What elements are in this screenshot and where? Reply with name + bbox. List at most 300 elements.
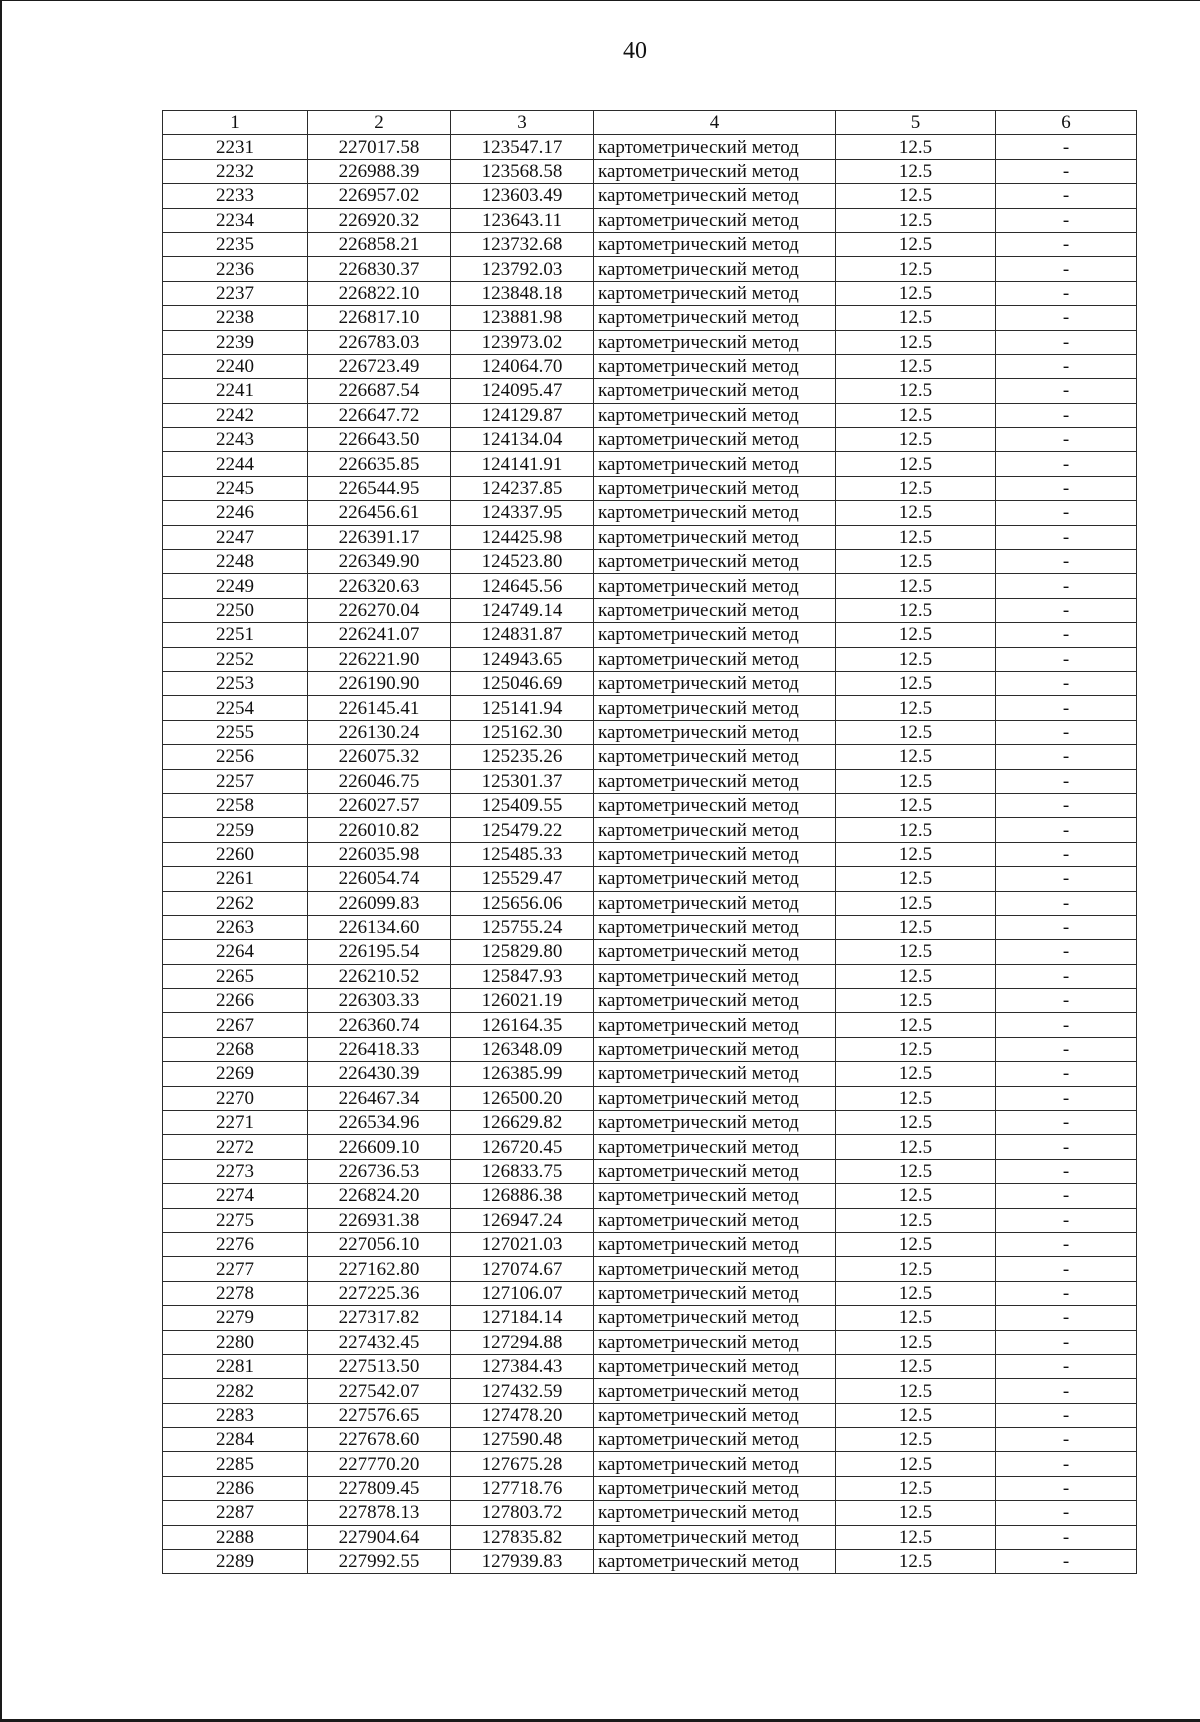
accuracy-cell: 12.5	[836, 867, 996, 891]
y-coordinate-cell: 127432.59	[451, 1379, 594, 1403]
description-cell: -	[996, 354, 1137, 378]
point-number-cell: 2235	[163, 232, 308, 256]
x-coordinate-cell: 227770.20	[308, 1452, 451, 1476]
method-cell: картометрический метод	[594, 452, 836, 476]
method-cell: картометрический метод	[594, 476, 836, 500]
method-cell: картометрический метод	[594, 1062, 836, 1086]
x-coordinate-cell: 226195.54	[308, 940, 451, 964]
x-coordinate-cell: 226190.90	[308, 671, 451, 695]
accuracy-cell: 12.5	[836, 428, 996, 452]
accuracy-cell: 12.5	[836, 1257, 996, 1281]
method-cell: картометрический метод	[594, 208, 836, 232]
y-coordinate-cell: 125301.37	[451, 769, 594, 793]
x-coordinate-cell: 226456.61	[308, 501, 451, 525]
accuracy-cell: 12.5	[836, 135, 996, 159]
method-cell: картометрический метод	[594, 867, 836, 891]
table-row	[163, 525, 1137, 549]
method-cell: картометрический метод	[594, 1306, 836, 1330]
point-number-cell: 2264	[163, 940, 308, 964]
y-coordinate-cell: 123792.03	[451, 257, 594, 281]
accuracy-cell: 12.5	[836, 964, 996, 988]
table-row	[163, 720, 1137, 744]
point-number-cell: 2277	[163, 1257, 308, 1281]
y-coordinate-cell: 123643.11	[451, 208, 594, 232]
description-cell: -	[996, 1525, 1137, 1549]
table-row	[163, 1086, 1137, 1110]
y-coordinate-cell: 127384.43	[451, 1354, 594, 1378]
accuracy-cell: 12.5	[836, 623, 996, 647]
description-cell: -	[996, 1306, 1137, 1330]
y-coordinate-cell: 124943.65	[451, 647, 594, 671]
column-header: 4	[594, 111, 836, 135]
point-number-cell: 2242	[163, 403, 308, 427]
accuracy-cell: 12.5	[836, 403, 996, 427]
x-coordinate-cell: 226467.34	[308, 1086, 451, 1110]
table-row	[163, 1013, 1137, 1037]
accuracy-cell: 12.5	[836, 745, 996, 769]
accuracy-cell: 12.5	[836, 550, 996, 574]
table-row	[163, 647, 1137, 671]
table-row	[163, 1208, 1137, 1232]
accuracy-cell: 12.5	[836, 915, 996, 939]
point-number-cell: 2286	[163, 1476, 308, 1500]
description-cell: -	[996, 769, 1137, 793]
accuracy-cell: 12.5	[836, 1330, 996, 1354]
x-coordinate-cell: 226920.32	[308, 208, 451, 232]
description-cell: -	[996, 1501, 1137, 1525]
method-cell: картометрический метод	[594, 428, 836, 452]
accuracy-cell: 12.5	[836, 818, 996, 842]
description-cell: -	[996, 1208, 1137, 1232]
method-cell: картометрический метод	[594, 769, 836, 793]
method-cell: картометрический метод	[594, 1281, 836, 1305]
x-coordinate-cell: 226134.60	[308, 915, 451, 939]
y-coordinate-cell: 124831.87	[451, 623, 594, 647]
y-coordinate-cell: 125656.06	[451, 891, 594, 915]
y-coordinate-cell: 127021.03	[451, 1232, 594, 1256]
x-coordinate-cell: 227225.36	[308, 1281, 451, 1305]
method-cell: картометрический метод	[594, 793, 836, 817]
y-coordinate-cell: 125162.30	[451, 720, 594, 744]
y-coordinate-cell: 124523.80	[451, 550, 594, 574]
description-cell: -	[996, 550, 1137, 574]
x-coordinate-cell: 226957.02	[308, 184, 451, 208]
y-coordinate-cell: 125409.55	[451, 793, 594, 817]
table-row	[163, 330, 1137, 354]
description-cell: -	[996, 1037, 1137, 1061]
table-header-row	[163, 111, 1137, 135]
column-header: 3	[451, 111, 594, 135]
description-cell: -	[996, 232, 1137, 256]
scan-border-left	[0, 0, 2, 1722]
description-cell: -	[996, 574, 1137, 598]
table-row	[163, 1476, 1137, 1500]
description-cell: -	[996, 915, 1137, 939]
y-coordinate-cell: 126348.09	[451, 1037, 594, 1061]
table-row	[163, 281, 1137, 305]
y-coordinate-cell: 124337.95	[451, 501, 594, 525]
method-cell: картометрический метод	[594, 720, 836, 744]
y-coordinate-cell: 125485.33	[451, 842, 594, 866]
point-number-cell: 2238	[163, 306, 308, 330]
accuracy-cell: 12.5	[836, 330, 996, 354]
table-row	[163, 1257, 1137, 1281]
table-row	[163, 184, 1137, 208]
table-row	[163, 842, 1137, 866]
description-cell: -	[996, 1111, 1137, 1135]
table-row	[163, 793, 1137, 817]
table-row	[163, 208, 1137, 232]
y-coordinate-cell: 125141.94	[451, 696, 594, 720]
method-cell: картометрический метод	[594, 1086, 836, 1110]
description-cell: -	[996, 184, 1137, 208]
table-row	[163, 671, 1137, 695]
accuracy-cell: 12.5	[836, 891, 996, 915]
x-coordinate-cell: 226349.90	[308, 550, 451, 574]
method-cell: картометрический метод	[594, 403, 836, 427]
accuracy-cell: 12.5	[836, 1037, 996, 1061]
method-cell: картометрический метод	[594, 1037, 836, 1061]
x-coordinate-cell: 227542.07	[308, 1379, 451, 1403]
y-coordinate-cell: 123547.17	[451, 135, 594, 159]
table-row	[163, 1379, 1137, 1403]
description-cell: -	[996, 671, 1137, 695]
description-cell: -	[996, 257, 1137, 281]
description-cell: -	[996, 1062, 1137, 1086]
x-coordinate-cell: 226221.90	[308, 647, 451, 671]
accuracy-cell: 12.5	[836, 184, 996, 208]
point-number-cell: 2284	[163, 1428, 308, 1452]
table-row	[163, 1550, 1137, 1574]
point-number-cell: 2279	[163, 1306, 308, 1330]
x-coordinate-cell: 227576.65	[308, 1403, 451, 1427]
x-coordinate-cell: 227513.50	[308, 1354, 451, 1378]
y-coordinate-cell: 123603.49	[451, 184, 594, 208]
point-number-cell: 2247	[163, 525, 308, 549]
method-cell: картометрический метод	[594, 1525, 836, 1549]
x-coordinate-cell: 226241.07	[308, 623, 451, 647]
point-number-cell: 2287	[163, 1501, 308, 1525]
x-coordinate-cell: 226099.83	[308, 891, 451, 915]
table-row	[163, 1525, 1137, 1549]
x-coordinate-cell: 226830.37	[308, 257, 451, 281]
x-coordinate-cell: 226534.96	[308, 1111, 451, 1135]
table-row	[163, 867, 1137, 891]
table-row	[163, 135, 1137, 159]
description-cell: -	[996, 1550, 1137, 1574]
accuracy-cell: 12.5	[836, 1135, 996, 1159]
method-cell: картометрический метод	[594, 1550, 836, 1574]
method-cell: картометрический метод	[594, 525, 836, 549]
description-cell: -	[996, 452, 1137, 476]
point-number-cell: 2268	[163, 1037, 308, 1061]
accuracy-cell: 12.5	[836, 379, 996, 403]
accuracy-cell: 12.5	[836, 1159, 996, 1183]
description-cell: -	[996, 1184, 1137, 1208]
description-cell: -	[996, 1257, 1137, 1281]
point-number-cell: 2248	[163, 550, 308, 574]
accuracy-cell: 12.5	[836, 696, 996, 720]
description-cell: -	[996, 403, 1137, 427]
y-coordinate-cell: 125235.26	[451, 745, 594, 769]
column-header: 1	[163, 111, 308, 135]
description-cell: -	[996, 501, 1137, 525]
y-coordinate-cell: 123732.68	[451, 232, 594, 256]
y-coordinate-cell: 126021.19	[451, 989, 594, 1013]
description-cell: -	[996, 1232, 1137, 1256]
table-row	[163, 550, 1137, 574]
method-cell: картометрический метод	[594, 1330, 836, 1354]
x-coordinate-cell: 226360.74	[308, 1013, 451, 1037]
point-number-cell: 2243	[163, 428, 308, 452]
method-cell: картометрический метод	[594, 574, 836, 598]
y-coordinate-cell: 124749.14	[451, 598, 594, 622]
point-number-cell: 2249	[163, 574, 308, 598]
y-coordinate-cell: 127294.88	[451, 1330, 594, 1354]
accuracy-cell: 12.5	[836, 501, 996, 525]
accuracy-cell: 12.5	[836, 647, 996, 671]
accuracy-cell: 12.5	[836, 257, 996, 281]
point-number-cell: 2236	[163, 257, 308, 281]
y-coordinate-cell: 125755.24	[451, 915, 594, 939]
point-number-cell: 2269	[163, 1062, 308, 1086]
accuracy-cell: 12.5	[836, 232, 996, 256]
point-number-cell: 2276	[163, 1232, 308, 1256]
y-coordinate-cell: 123973.02	[451, 330, 594, 354]
x-coordinate-cell: 226046.75	[308, 769, 451, 793]
x-coordinate-cell: 226544.95	[308, 476, 451, 500]
accuracy-cell: 12.5	[836, 159, 996, 183]
accuracy-cell: 12.5	[836, 208, 996, 232]
description-cell: -	[996, 428, 1137, 452]
table-row	[163, 159, 1137, 183]
y-coordinate-cell: 125529.47	[451, 867, 594, 891]
table-row	[163, 940, 1137, 964]
accuracy-cell: 12.5	[836, 1452, 996, 1476]
description-cell: -	[996, 476, 1137, 500]
y-coordinate-cell: 126947.24	[451, 1208, 594, 1232]
table-row	[163, 1281, 1137, 1305]
table-row	[163, 1037, 1137, 1061]
point-number-cell: 2239	[163, 330, 308, 354]
accuracy-cell: 12.5	[836, 1184, 996, 1208]
method-cell: картометрический метод	[594, 964, 836, 988]
y-coordinate-cell: 124425.98	[451, 525, 594, 549]
y-coordinate-cell: 126385.99	[451, 1062, 594, 1086]
point-number-cell: 2261	[163, 867, 308, 891]
description-cell: -	[996, 1086, 1137, 1110]
accuracy-cell: 12.5	[836, 452, 996, 476]
accuracy-cell: 12.5	[836, 306, 996, 330]
y-coordinate-cell: 127590.48	[451, 1428, 594, 1452]
accuracy-cell: 12.5	[836, 1379, 996, 1403]
method-cell: картометрический метод	[594, 257, 836, 281]
point-number-cell: 2240	[163, 354, 308, 378]
accuracy-cell: 12.5	[836, 720, 996, 744]
y-coordinate-cell: 126886.38	[451, 1184, 594, 1208]
point-number-cell: 2251	[163, 623, 308, 647]
method-cell: картометрический метод	[594, 501, 836, 525]
x-coordinate-cell: 226609.10	[308, 1135, 451, 1159]
x-coordinate-cell: 227017.58	[308, 135, 451, 159]
accuracy-cell: 12.5	[836, 940, 996, 964]
method-cell: картометрический метод	[594, 1184, 836, 1208]
table-row	[163, 1135, 1137, 1159]
table-row	[163, 257, 1137, 281]
x-coordinate-cell: 226736.53	[308, 1159, 451, 1183]
accuracy-cell: 12.5	[836, 1232, 996, 1256]
description-cell: -	[996, 1159, 1137, 1183]
accuracy-cell: 12.5	[836, 1403, 996, 1427]
point-number-cell: 2267	[163, 1013, 308, 1037]
x-coordinate-cell: 226643.50	[308, 428, 451, 452]
point-number-cell: 2275	[163, 1208, 308, 1232]
description-cell: -	[996, 330, 1137, 354]
table-row	[163, 769, 1137, 793]
table-row	[163, 1452, 1137, 1476]
point-number-cell: 2246	[163, 501, 308, 525]
method-cell: картометрический метод	[594, 184, 836, 208]
description-cell: -	[996, 379, 1137, 403]
method-cell: картометрический метод	[594, 696, 836, 720]
point-number-cell: 2273	[163, 1159, 308, 1183]
x-coordinate-cell: 226145.41	[308, 696, 451, 720]
x-coordinate-cell: 226822.10	[308, 281, 451, 305]
point-number-cell: 2253	[163, 671, 308, 695]
point-number-cell: 2245	[163, 476, 308, 500]
method-cell: картометрический метод	[594, 842, 836, 866]
method-cell: картометрический метод	[594, 1232, 836, 1256]
method-cell: картометрический метод	[594, 354, 836, 378]
x-coordinate-cell: 226635.85	[308, 452, 451, 476]
description-cell: -	[996, 647, 1137, 671]
accuracy-cell: 12.5	[836, 476, 996, 500]
y-coordinate-cell: 123568.58	[451, 159, 594, 183]
table-row	[163, 1354, 1137, 1378]
point-number-cell: 2283	[163, 1403, 308, 1427]
point-number-cell: 2263	[163, 915, 308, 939]
method-cell: картометрический метод	[594, 550, 836, 574]
x-coordinate-cell: 226035.98	[308, 842, 451, 866]
accuracy-cell: 12.5	[836, 1062, 996, 1086]
x-coordinate-cell: 227878.13	[308, 1501, 451, 1525]
accuracy-cell: 12.5	[836, 574, 996, 598]
method-cell: картометрический метод	[594, 1452, 836, 1476]
method-cell: картометрический метод	[594, 940, 836, 964]
table-row	[163, 818, 1137, 842]
x-coordinate-cell: 227809.45	[308, 1476, 451, 1500]
method-cell: картометрический метод	[594, 671, 836, 695]
point-number-cell: 2258	[163, 793, 308, 817]
point-number-cell: 2278	[163, 1281, 308, 1305]
method-cell: картометрический метод	[594, 1013, 836, 1037]
x-coordinate-cell: 226075.32	[308, 745, 451, 769]
y-coordinate-cell: 127074.67	[451, 1257, 594, 1281]
description-cell: -	[996, 964, 1137, 988]
column-header: 6	[996, 111, 1137, 135]
accuracy-cell: 12.5	[836, 1086, 996, 1110]
x-coordinate-cell: 226647.72	[308, 403, 451, 427]
point-number-cell: 2280	[163, 1330, 308, 1354]
table-row	[163, 915, 1137, 939]
description-cell: -	[996, 842, 1137, 866]
table-row	[163, 598, 1137, 622]
description-cell: -	[996, 159, 1137, 183]
point-number-cell: 2231	[163, 135, 308, 159]
method-cell: картометрический метод	[594, 1257, 836, 1281]
table-row	[163, 1159, 1137, 1183]
description-cell: -	[996, 208, 1137, 232]
y-coordinate-cell: 123848.18	[451, 281, 594, 305]
y-coordinate-cell: 124134.04	[451, 428, 594, 452]
description-cell: -	[996, 525, 1137, 549]
page-number: 40	[623, 38, 647, 64]
point-number-cell: 2282	[163, 1379, 308, 1403]
x-coordinate-cell: 227162.80	[308, 1257, 451, 1281]
x-coordinate-cell: 226270.04	[308, 598, 451, 622]
point-number-cell: 2241	[163, 379, 308, 403]
method-cell: картометрический метод	[594, 1208, 836, 1232]
description-cell: -	[996, 623, 1137, 647]
method-cell: картометрический метод	[594, 330, 836, 354]
y-coordinate-cell: 127106.07	[451, 1281, 594, 1305]
x-coordinate-cell: 226430.39	[308, 1062, 451, 1086]
description-cell: -	[996, 1330, 1137, 1354]
method-cell: картометрический метод	[594, 745, 836, 769]
method-cell: картометрический метод	[594, 1354, 836, 1378]
description-cell: -	[996, 891, 1137, 915]
point-number-cell: 2288	[163, 1525, 308, 1549]
table-row	[163, 428, 1137, 452]
x-coordinate-cell: 227432.45	[308, 1330, 451, 1354]
accuracy-cell: 12.5	[836, 671, 996, 695]
method-cell: картометрический метод	[594, 1379, 836, 1403]
method-cell: картометрический метод	[594, 1403, 836, 1427]
point-number-cell: 2262	[163, 891, 308, 915]
y-coordinate-cell: 126720.45	[451, 1135, 594, 1159]
description-cell: -	[996, 1379, 1137, 1403]
table-body	[163, 135, 1137, 1574]
y-coordinate-cell: 127718.76	[451, 1476, 594, 1500]
y-coordinate-cell: 124237.85	[451, 476, 594, 500]
description-cell: -	[996, 1428, 1137, 1452]
x-coordinate-cell: 226817.10	[308, 306, 451, 330]
point-number-cell: 2270	[163, 1086, 308, 1110]
description-cell: -	[996, 940, 1137, 964]
table-row	[163, 1306, 1137, 1330]
method-cell: картометрический метод	[594, 623, 836, 647]
x-coordinate-cell: 227056.10	[308, 1232, 451, 1256]
table-row	[163, 1184, 1137, 1208]
point-number-cell: 2256	[163, 745, 308, 769]
table-row	[163, 745, 1137, 769]
method-cell: картометрический метод	[594, 818, 836, 842]
description-cell: -	[996, 135, 1137, 159]
point-number-cell: 2250	[163, 598, 308, 622]
accuracy-cell: 12.5	[836, 1476, 996, 1500]
table-row	[163, 403, 1137, 427]
x-coordinate-cell: 227992.55	[308, 1550, 451, 1574]
accuracy-cell: 12.5	[836, 1354, 996, 1378]
point-number-cell: 2244	[163, 452, 308, 476]
description-cell: -	[996, 1403, 1137, 1427]
x-coordinate-cell: 227904.64	[308, 1525, 451, 1549]
accuracy-cell: 12.5	[836, 1281, 996, 1305]
y-coordinate-cell: 127835.82	[451, 1525, 594, 1549]
x-coordinate-cell: 226027.57	[308, 793, 451, 817]
table-row	[163, 1330, 1137, 1354]
point-number-cell: 2237	[163, 281, 308, 305]
